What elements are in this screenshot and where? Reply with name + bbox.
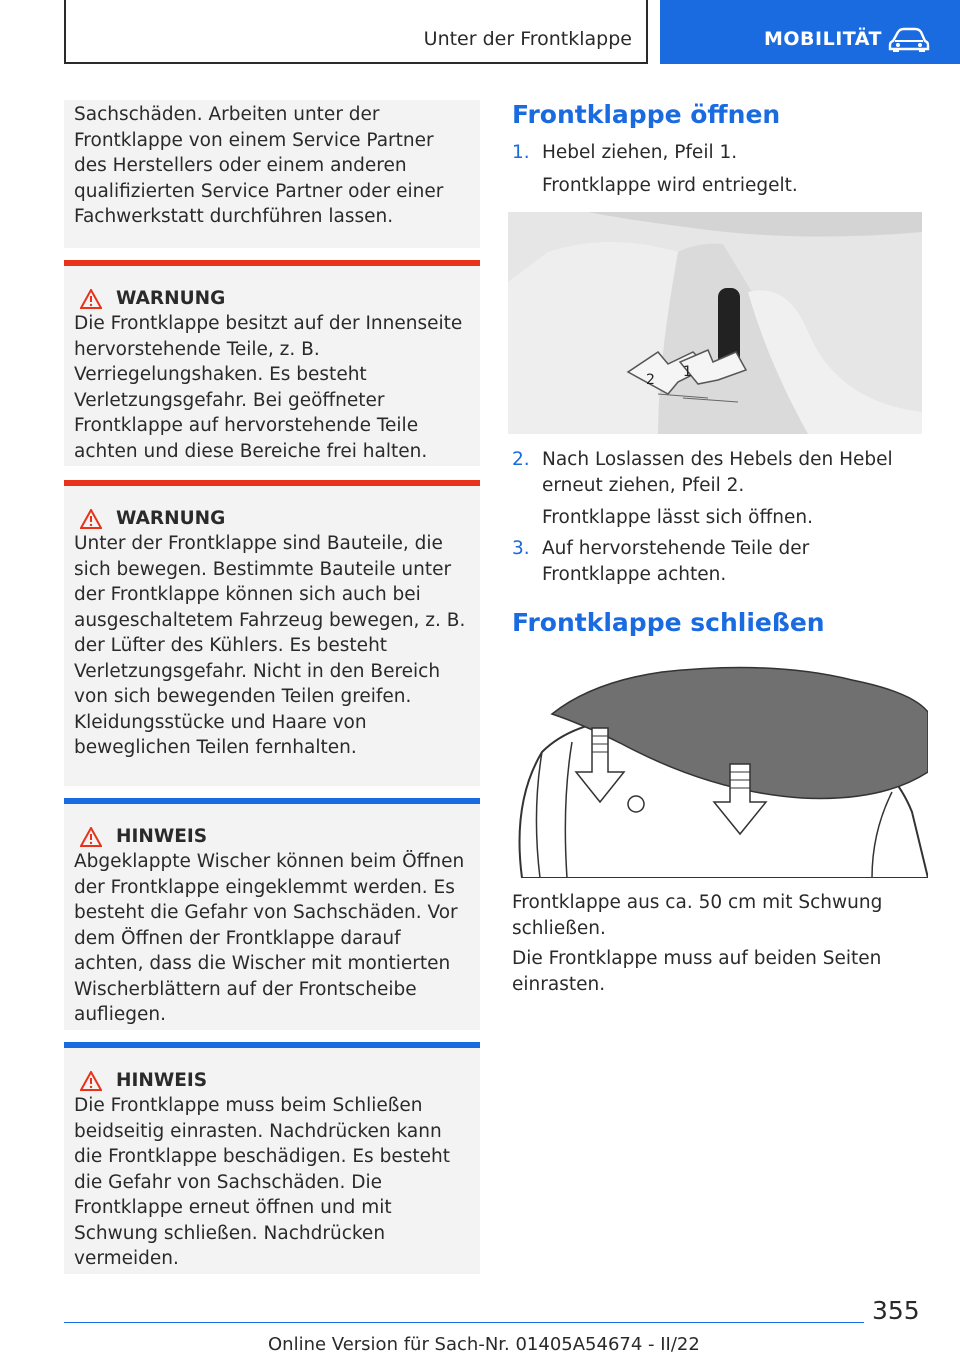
arrow-1-label: 1 <box>683 364 692 380</box>
page-number: 355 <box>872 1296 920 1325</box>
warning-icon <box>80 509 102 529</box>
step-number: 3. <box>512 538 530 559</box>
step-number: 1. <box>512 142 530 163</box>
notice-text: Unter der Frontklappe sind Bauteile, die sich bewegen. Bestimmte Bauteile unter der Frontklappe können sich auch bei ausgeschaltetem Fahrzeug bewegen, z. B. der Lüfter des Kühlers. Es besteht Verletzungsgefahr. Nicht in den Bereich von sich bewegenden Teilen greifen. Kleidungsstücke und Haare von beweglichen Teilen fernhalten. <box>74 533 466 758</box>
close-paragraph-1: Frontklappe aus ca. 50 cm mit Schwung schließen. <box>512 892 883 939</box>
step-3 <box>512 536 922 587</box>
step-2 <box>512 447 922 531</box>
notice-title: WARNUNG <box>116 508 226 529</box>
header-title: Unter der Frontklappe <box>423 28 632 50</box>
close-paragraph-2: Die Frontklappe muss auf beiden Seiten einrasten. <box>512 948 882 995</box>
warning-box-2 <box>64 480 480 786</box>
notice-text: Die Frontklappe besitzt auf der Innenseite hervorstehende Teile, z. B. Verriegelungshaken. Es besteht Verletzungsgefahr. Bei geöffneter Frontklappe auf hervorstehende Teile achten und diese Bereiche frei halten. <box>74 313 463 462</box>
warning-icon <box>80 289 102 309</box>
footer-divider <box>64 1322 864 1323</box>
step-number: 2. <box>512 449 530 470</box>
warning-icon <box>80 827 102 847</box>
hint-box-2 <box>64 1042 480 1274</box>
notice-title: HINWEIS <box>116 826 208 847</box>
hint-box-1 <box>64 798 480 1030</box>
notice-text: Die Frontklappe muss beim Schließen beidseitig einrasten. Nachdrücken kann die Frontklappe beschädigen. Es besteht die Gefahr von Sachschäden. Die Frontklappe erneut öffnen und mit Schwung schließen. Nachdrücken vermeiden. <box>74 1095 450 1269</box>
header-section-label: MOBILITÄT <box>764 28 882 50</box>
warning-box-1 <box>64 260 480 466</box>
car-icon <box>888 27 930 53</box>
step-text: Nach Loslassen des Hebels den Hebel erneut ziehen, Pfeil 2. <box>542 449 893 496</box>
notice-title: WARNUNG <box>116 288 226 309</box>
hint-bar <box>64 1042 480 1048</box>
hint-bar <box>64 798 480 804</box>
figure-hood-close <box>512 652 928 878</box>
notice-title: HINWEIS <box>116 1070 208 1091</box>
step-result: Frontklappe wird entriegelt. <box>542 174 798 196</box>
arrow-2-label: 2 <box>646 372 655 388</box>
open-heading: Frontklappe öffnen <box>512 100 781 129</box>
notice-text: Abgeklappte Wischer können beim Öffnen der Frontklappe eingeklemmt werden. Es besteht die Gefahr von Sachschäden. Vor dem Öffnen der Frontklappe darauf achten, dass die Wischer mit montierten Wischerblättern auf der Frontscheibe aufliegen. <box>74 851 465 1025</box>
warning-bar <box>64 480 480 486</box>
warning-icon <box>80 1071 102 1091</box>
warning-bar <box>64 260 480 266</box>
header-section-box[interactable] <box>660 0 960 64</box>
open-heading-wrap <box>512 100 928 129</box>
step-text: Auf hervorstehende Teile der Frontklappe achten. <box>542 538 810 585</box>
step-result: Frontklappe lässt sich öffnen. <box>542 507 813 528</box>
intro-notice-box <box>64 100 480 248</box>
footer-online-version[interactable]: Online Version für Sach-Nr. 01405A54674 - II/22 <box>268 1334 700 1355</box>
step-1 <box>512 140 922 198</box>
close-heading-wrap <box>512 608 928 637</box>
header-title-box <box>64 0 648 64</box>
step-text: Hebel ziehen, Pfeil 1. <box>542 142 738 163</box>
close-heading: Frontklappe schließen <box>512 608 825 637</box>
figure-lever <box>508 212 922 434</box>
intro-text: Sachschäden. Arbeiten unter der Frontklappe von einem Service Partner des Herstellers oder einem anderen qualifizierten Service Partner oder einer Fachwerkstatt durchführen lassen. <box>74 104 444 227</box>
